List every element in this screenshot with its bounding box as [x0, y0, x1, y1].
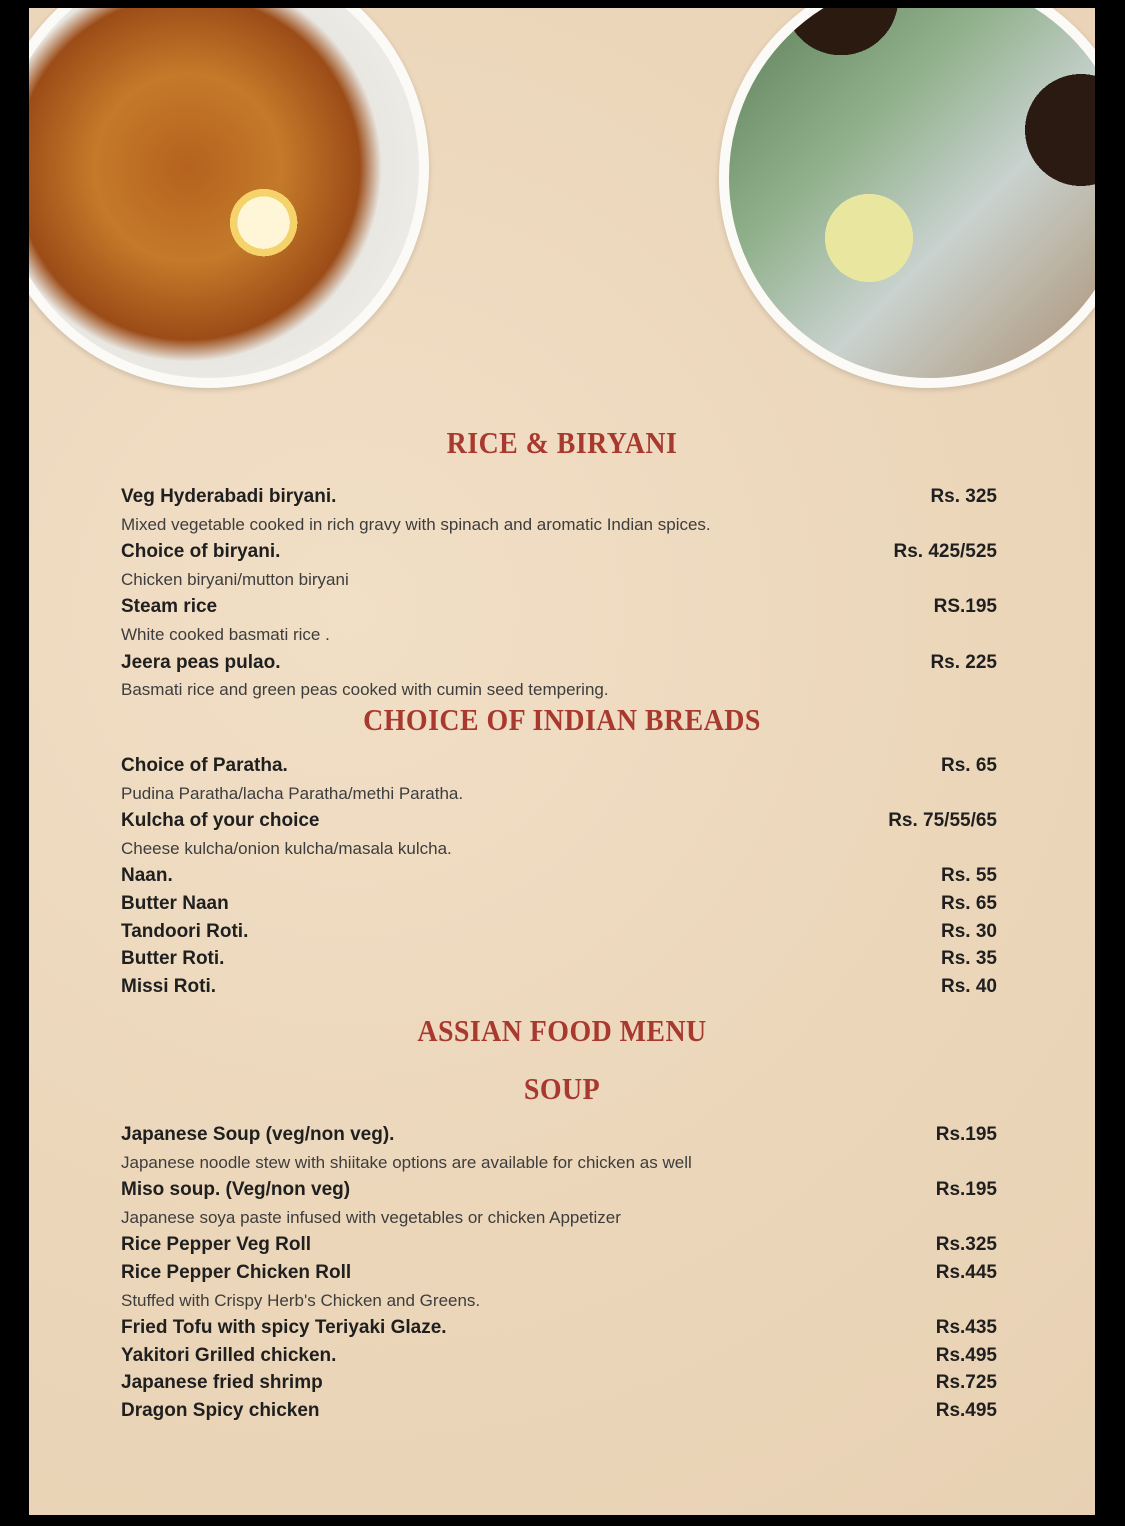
item-name: Jeera peas pulao. [121, 651, 281, 673]
menu-item [121, 538, 997, 566]
item-price: Rs. 55 [941, 865, 997, 887]
item-name: Missi Roti. [121, 975, 217, 997]
item-name: Choice of biryani. [121, 541, 281, 563]
item-name: Miso soup. (Veg/non veg) [121, 1179, 351, 1201]
item-description: Mixed vegetable cooked in rich gravy with spinach and aromatic Indian spices. [121, 514, 711, 534]
section-rice-biryani [121, 483, 997, 704]
menu-item [121, 1342, 997, 1370]
biryani-photo [29, 8, 429, 388]
item-name: Japanese Soup (veg/non veg). [121, 1124, 395, 1145]
item-price: Rs. 40 [941, 975, 997, 997]
menu-item [121, 1369, 997, 1397]
menu-item [121, 973, 997, 1001]
item-name: Japanese fried shrimp [121, 1372, 323, 1394]
item-description: Japanese noodle stew with shiitake options are available for chicken as well [121, 1152, 692, 1172]
menu-item [121, 862, 997, 890]
item-price: Rs.195 [935, 1179, 997, 1201]
menu-item [121, 1259, 997, 1287]
section-title-asian-food: ASSIAN FOOD MENU [417, 1013, 707, 1048]
menu-item [121, 593, 997, 621]
item-name: Butter Roti. [121, 948, 225, 970]
menu-item [121, 483, 997, 511]
item-price: Rs. 65 [941, 892, 997, 914]
item-name: Choice of Paratha. [121, 755, 288, 776]
section-subtitle-soup: SOUP [523, 1071, 601, 1106]
menu-item [121, 918, 997, 946]
item-price: Rs.495 [935, 1399, 997, 1421]
item-name: Yakitori Grilled chicken. [121, 1344, 337, 1366]
item-name: Dragon Spicy chicken [121, 1399, 320, 1421]
item-description: White cooked basmati rice . [121, 624, 330, 644]
item-price: Rs. 325 [930, 486, 997, 507]
item-description: Basmati rice and green peas cooked with cumin seed tempering. [121, 680, 609, 700]
item-price: Rs.445 [935, 1261, 997, 1283]
menu-item [121, 890, 997, 918]
item-price: Rs.495 [935, 1344, 997, 1366]
item-price: Rs. 65 [941, 755, 997, 776]
item-name: Kulcha of your choice [121, 810, 320, 832]
item-price: Rs.725 [935, 1372, 997, 1394]
item-name: Fried Tofu with spicy Teriyaki Glaze. [121, 1317, 447, 1339]
item-name: Veg Hyderabadi biryani. [121, 486, 337, 507]
spring-rolls-photo [719, 8, 1095, 388]
item-name: Rice Pepper Chicken Roll [121, 1261, 352, 1283]
menu-item [121, 752, 997, 780]
section-title-indian-breads: CHOICE OF INDIAN BREADS [363, 702, 761, 737]
section-asian-food [121, 1121, 997, 1425]
item-price: Rs.325 [935, 1234, 997, 1256]
menu-item [121, 1121, 997, 1149]
item-description: Cheese kulcha/onion kulcha/masala kulcha. [121, 838, 452, 858]
item-name: Tandoori Roti. [121, 920, 249, 942]
item-price: Rs. 30 [941, 920, 997, 942]
item-price: Rs.435 [935, 1317, 997, 1339]
item-description: Stuffed with Crispy Herb's Chicken and Greens. [121, 1290, 481, 1310]
item-price: Rs. 75/55/65 [888, 810, 997, 832]
section-indian-breads [121, 752, 997, 1000]
menu-item [121, 1231, 997, 1259]
item-name: Rice Pepper Veg Roll [121, 1234, 312, 1256]
item-description: Japanese soya paste infused with vegetables or chicken Appetizer [121, 1207, 621, 1227]
menu-item [121, 1314, 997, 1342]
menu-item [121, 649, 997, 677]
item-price: Rs.195 [935, 1124, 997, 1145]
section-title-rice-biryani: RICE & BIRYANI [446, 425, 678, 460]
item-description: Pudina Paratha/lacha Paratha/methi Paratha. [121, 783, 464, 803]
item-price: Rs. 35 [941, 948, 997, 970]
item-name: Butter Naan [121, 892, 229, 914]
item-price: Rs. 225 [930, 651, 997, 673]
item-name: Steam rice [121, 596, 218, 618]
menu-page [29, 8, 1095, 1515]
item-price: RS.195 [933, 596, 997, 618]
item-price: Rs. 425/525 [893, 541, 997, 563]
item-description: Chicken biryani/mutton biryani [121, 569, 349, 589]
menu-item [121, 807, 997, 835]
menu-item [121, 945, 997, 973]
menu-item [121, 1176, 997, 1204]
menu-item [121, 1397, 997, 1425]
item-name: Naan. [121, 865, 173, 887]
